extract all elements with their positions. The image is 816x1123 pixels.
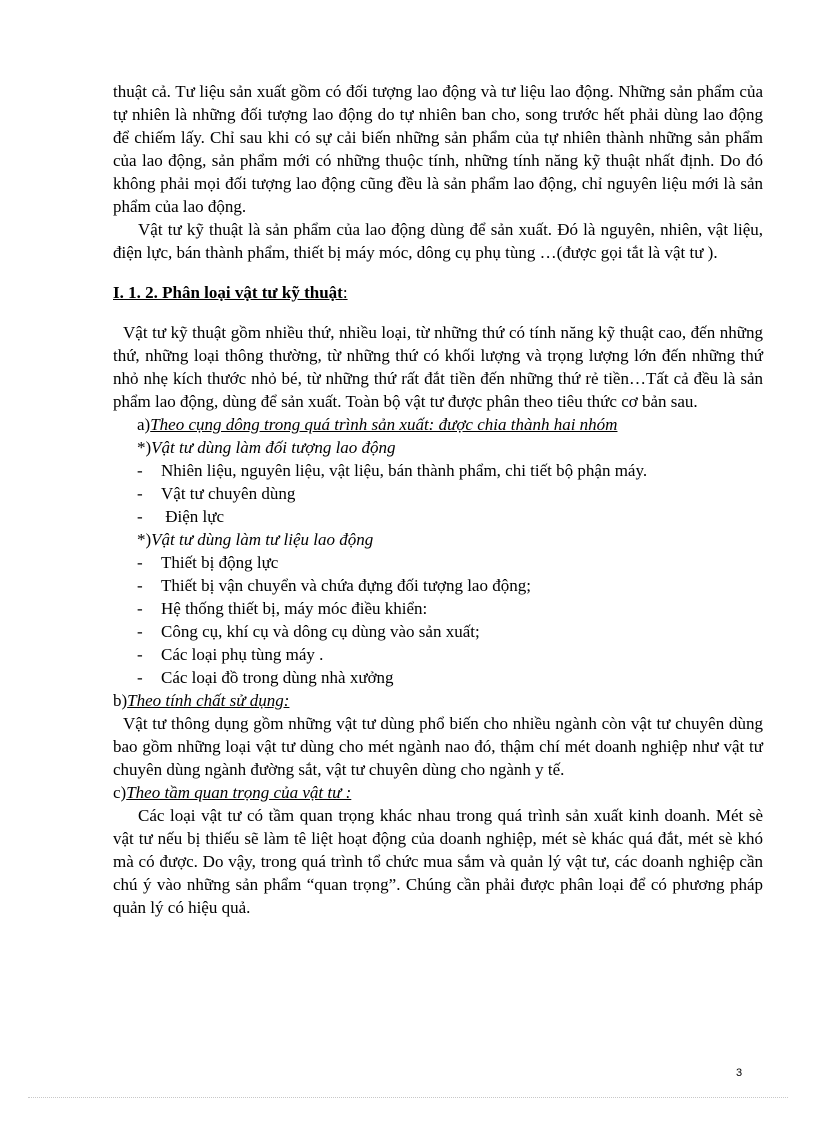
section-heading-colon: : bbox=[342, 283, 348, 302]
group-2-marker: *) bbox=[137, 530, 152, 549]
section-heading bbox=[113, 281, 763, 304]
list-item bbox=[113, 551, 763, 574]
footer-divider bbox=[28, 1097, 788, 1098]
paragraph-definition: Vật tư kỹ thuật là sản phẩm của lao động dùng để sản xuất. Đó là nguyên, nhiên, vật liệu, điện lực, bán thành phẩm, thiết bị máy móc, dông cụ phụ tùng …(được gọi tắt là vật tư ). bbox=[113, 220, 763, 262]
dash-marker: - bbox=[137, 599, 143, 618]
group-1-marker: *) bbox=[137, 438, 152, 457]
page-number: 3 bbox=[736, 1067, 743, 1079]
subsection-c bbox=[113, 781, 763, 804]
list-item-text: Hệ thống thiết bị, máy móc điều khiển: bbox=[161, 599, 428, 618]
list-item bbox=[113, 597, 763, 620]
list-item bbox=[113, 643, 763, 666]
dash-marker: - bbox=[137, 507, 143, 526]
list-item-text: Nhiên liệu, nguyên liệu, vật liệu, bán thành phẩm, chi tiết bộ phận máy. bbox=[161, 461, 648, 480]
list-item-text: Thiết bị động lực bbox=[161, 553, 279, 572]
subsection-a-marker: a) bbox=[137, 415, 151, 434]
page-content bbox=[113, 80, 763, 919]
dash-marker: - bbox=[137, 553, 143, 572]
list-item-text: Điện lực bbox=[161, 507, 225, 526]
list-item-text: Các loại phụ tùng máy . bbox=[161, 645, 324, 664]
list-item-text: Thiết bị vận chuyển và chứa đựng đối tượng lao động; bbox=[161, 576, 531, 595]
list-item-text: Các loại đồ trong dùng nhà xưởng bbox=[161, 668, 394, 687]
subsection-b-marker: b) bbox=[113, 691, 128, 710]
subsection-a-title: Theo cụng dông trong quá trình sản xuất: được chia thành hai nhóm bbox=[150, 415, 618, 434]
list-item-text: Vật tư chuyên dùng bbox=[161, 484, 296, 503]
subsection-c-title: Theo tầm quan trọng của vật tư : bbox=[126, 783, 352, 802]
list-item bbox=[113, 482, 763, 505]
group-1-heading bbox=[137, 436, 763, 459]
section-heading-text: I. 1. 2. Phân loại vật tư kỹ thuật bbox=[113, 283, 343, 302]
list-item bbox=[113, 505, 763, 528]
dash-marker: - bbox=[137, 484, 143, 503]
dash-marker: - bbox=[137, 622, 143, 641]
list-item bbox=[113, 574, 763, 597]
list-item bbox=[113, 620, 763, 643]
dash-marker: - bbox=[137, 645, 143, 664]
group-2-title: Vật tư dùng làm tư liệu lao động bbox=[151, 530, 374, 549]
list-item bbox=[113, 459, 763, 482]
paragraph-importance: Các loại vật tư có tầm quan trọng khác nhau trong quá trình sản xuất kinh doanh. Mét sè vật tư nếu bị thiếu sẽ làm tê liệt hoạt động của doanh nghiệp, mét sè khác quá đắt, mét sè khó mà có được. Do vậy, trong quá trình tổ chức mua sắm và quản lý vật tư, các doanh nghiệp cần chú ý vào những sản phẩm “quan trọng”. Chúng cần phải được phân loại để có phương pháp quản lý có hiệu quả. bbox=[113, 806, 763, 917]
list-item bbox=[113, 666, 763, 689]
group-1-list bbox=[113, 459, 763, 528]
dash-marker: - bbox=[137, 461, 143, 480]
group-1-title: Vật tư dùng làm đối tượng lao động bbox=[151, 438, 396, 457]
paragraph-classification: Vật tư kỹ thuật gồm nhiều thứ, nhiều loại, từ những thứ có tính năng kỹ thuật cao, đến những thứ, những loại thông thường, từ những thứ có khối lượng và trọng lượng lớn đến những thứ nhỏ nhẹ kích thước nhỏ bé, từ những thứ rất đắt tiền đến những thứ rẻ tiền…Tất cả đều là sản phẩm lao động, dùng để sản xuất. Toàn bộ vật tư được phân theo tiêu thức cơ bản sau. bbox=[113, 323, 763, 411]
subsection-b bbox=[113, 689, 763, 712]
dash-marker: - bbox=[137, 576, 143, 595]
dash-marker: - bbox=[137, 668, 143, 687]
subsection-a bbox=[137, 413, 763, 436]
paragraph-intro: thuật cả. Tư liệu sản xuất gồm có đối tượng lao động và tư liệu lao động. Những sản phẩm của tự nhiên là những đối tượng lao động do tự nhiên ban cho, song trước hết phải dùng lao động để chiếm lấy. Chỉ sau khi có sự cải biến những sản phẩm của tự nhiên thành những sản phẩm của lao động, sản phẩm mới có những thuộc tính, những tính năng kỹ thuật nhất định. Do đó không phải mọi đối tượng lao động cũng đều là sản phẩm lao động, chỉ nguyên liệu mới là sản phẩm của lao động. bbox=[113, 82, 763, 216]
group-2-list bbox=[113, 551, 763, 689]
group-2-heading bbox=[137, 528, 763, 551]
list-item-text: Công cụ, khí cụ và dông cụ dùng vào sản xuất; bbox=[161, 622, 480, 641]
subsection-b-title: Theo tính chất sử dụng: bbox=[127, 691, 290, 710]
subsection-c-marker: c) bbox=[113, 783, 127, 802]
paragraph-usage: Vật tư thông dụng gồm những vật tư dùng phổ biến cho nhiều ngành còn vật tư chuyên dùng bao gồm những loại vật tư dùng cho mét ngành nao đó, thậm chí mét doanh nghiệp như vật tư chuyên dùng ngành đường sắt, vật tư chuyên dùng cho ngành y tế. bbox=[113, 714, 763, 779]
